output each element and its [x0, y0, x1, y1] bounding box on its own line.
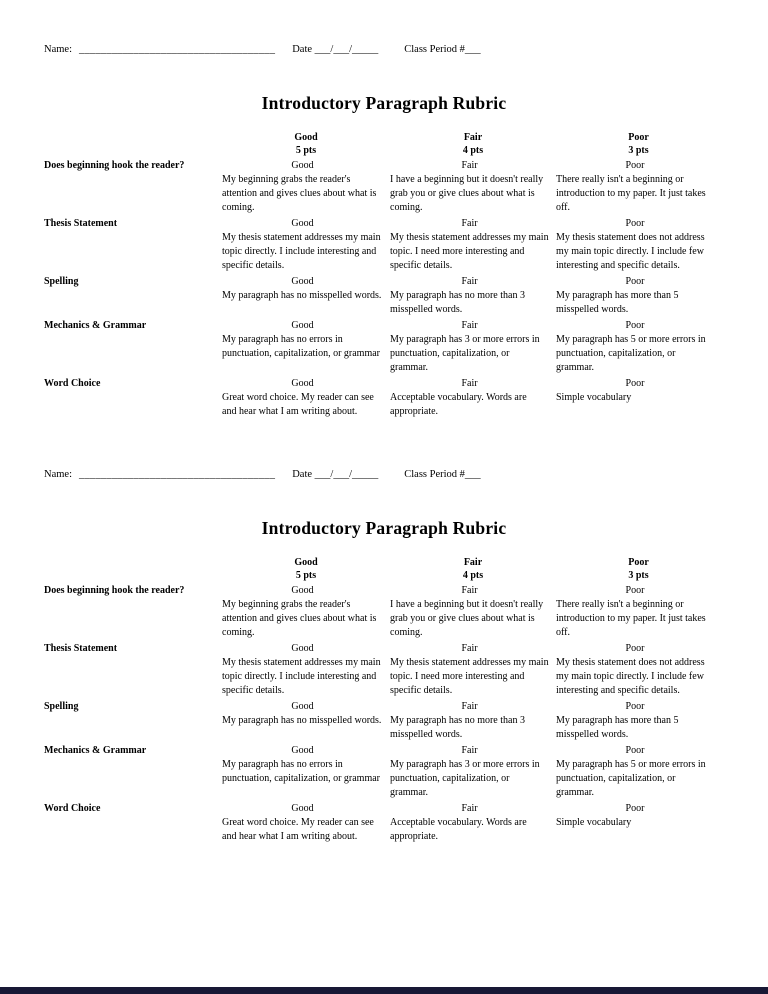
- criteria-text: Thesis Statement: [44, 218, 118, 229]
- column-header-fair: [390, 556, 556, 582]
- cell-level-good: Good: [291, 320, 314, 331]
- cell-text-good: My paragraph has no misspelled words.: [222, 290, 382, 301]
- rubric-row: [44, 802, 724, 844]
- rubric-row: [44, 319, 724, 375]
- column-pts-poor: 3 pts: [628, 145, 649, 156]
- cell-level-poor: Poor: [625, 160, 645, 171]
- cell-text-fair: My thesis statement addresses my main topic. I need more interesting and specific details.: [390, 657, 549, 696]
- cell-text-poor: Simple vocabulary: [556, 392, 632, 403]
- rubric-header-row: [44, 556, 724, 582]
- rubric-cell-poor: [556, 802, 721, 844]
- criteria-label: [44, 584, 222, 640]
- cell-text-fair: Acceptable vocabulary. Words are appropriate.: [390, 817, 527, 842]
- rubric-cell-poor: [556, 700, 721, 742]
- cell-level-good: Good: [291, 585, 314, 596]
- cell-level-good: Good: [291, 643, 314, 654]
- cell-text-poor: My paragraph has 5 or more errors in punctuation, capitalization, or grammar.: [556, 759, 706, 798]
- criteria-label: [44, 217, 222, 273]
- criteria-text: Does beginning hook the reader?: [44, 585, 185, 596]
- cell-level-poor: Poor: [625, 276, 645, 287]
- cell-text-poor: Simple vocabulary: [556, 817, 632, 828]
- column-pts-fair: 4 pts: [462, 145, 484, 156]
- cell-level-fair: Fair: [461, 276, 478, 287]
- cell-text-poor: My thesis statement does not address my main topic directly. I include few interesting and specific details.: [556, 232, 705, 271]
- cell-text-good: Great word choice. My reader can see and hear what I am writing about.: [222, 817, 374, 842]
- column-header-poor: [556, 556, 721, 582]
- cell-level-poor: Poor: [625, 378, 645, 389]
- cell-level-poor: Poor: [625, 643, 645, 654]
- criteria-label: [44, 275, 222, 317]
- criteria-label: [44, 159, 222, 215]
- column-label-fair: Fair: [463, 132, 483, 143]
- criteria-column-spacer: [44, 556, 222, 582]
- cell-level-fair: Fair: [461, 320, 478, 331]
- rubric-row: [44, 642, 724, 698]
- page-title: Introductory Paragraph Rubric: [261, 518, 507, 538]
- rubric-row: [44, 377, 724, 419]
- rubric-cell-poor: [556, 159, 721, 215]
- cell-level-fair: Fair: [461, 701, 478, 712]
- rubric-header-row: [44, 131, 724, 157]
- cell-level-good: Good: [291, 160, 314, 171]
- cell-level-fair: Fair: [461, 160, 478, 171]
- rubric-cell-good: [222, 159, 390, 215]
- name-blank-line: ____________________________________: [79, 44, 276, 55]
- cell-text-fair: My paragraph has 3 or more errors in punctuation, capitalization, or grammar.: [390, 334, 540, 373]
- rubric-section-1: [0, 0, 768, 419]
- column-pts-fair: 4 pts: [462, 570, 484, 581]
- criteria-label: [44, 319, 222, 375]
- cell-level-fair: Fair: [461, 803, 478, 814]
- cell-level-fair: Fair: [461, 745, 478, 756]
- cell-level-good: Good: [291, 745, 314, 756]
- criteria-text: Spelling: [44, 701, 79, 712]
- class-period-label: Class Period #___: [404, 469, 481, 480]
- cell-text-good: My beginning grabs the reader's attention and gives clues about what is coming.: [222, 174, 377, 213]
- cell-level-fair: Fair: [461, 378, 478, 389]
- cell-text-poor: My paragraph has more than 5 misspelled words.: [556, 715, 679, 740]
- criteria-label: [44, 700, 222, 742]
- name-date-line: [44, 469, 724, 480]
- rubric-row: [44, 744, 724, 800]
- cell-level-poor: Poor: [625, 701, 645, 712]
- rubric-cell-good: [222, 377, 390, 419]
- rubric-cell-fair: [390, 802, 556, 844]
- cell-text-fair: My paragraph has no more than 3 misspelled words.: [390, 290, 525, 315]
- column-pts-poor: 3 pts: [628, 570, 649, 581]
- column-pts-good: 5 pts: [295, 145, 317, 156]
- rubric-cell-good: [222, 275, 390, 317]
- rubric-cell-poor: [556, 275, 721, 317]
- bottom-bar: [0, 987, 768, 994]
- rubric-cell-good: [222, 319, 390, 375]
- name-blank-line: ____________________________________: [79, 469, 276, 480]
- rubric-cell-good: [222, 217, 390, 273]
- date-label: Date ___/___/_____: [292, 469, 379, 480]
- cell-level-good: Good: [291, 218, 314, 229]
- rubric-row: [44, 275, 724, 317]
- cell-level-poor: Poor: [625, 218, 645, 229]
- rubric-row: [44, 700, 724, 742]
- cell-text-fair: Acceptable vocabulary. Words are appropriate.: [390, 392, 527, 417]
- criteria-text: Mechanics & Grammar: [44, 745, 147, 756]
- cell-text-poor: There really isn't a beginning or introduction to my paper. It just takes off.: [556, 599, 706, 638]
- rubric-rows: [44, 584, 724, 844]
- date-label: Date ___/___/_____: [292, 44, 379, 55]
- name-label: Name:: [44, 44, 72, 55]
- rubric-cell-fair: [390, 377, 556, 419]
- cell-text-fair: My paragraph has no more than 3 misspelled words.: [390, 715, 525, 740]
- rubric-cell-fair: [390, 275, 556, 317]
- rubric-rows: [44, 159, 724, 419]
- cell-level-poor: Poor: [625, 745, 645, 756]
- rubric-cell-poor: [556, 217, 721, 273]
- rubric-cell-poor: [556, 642, 721, 698]
- cell-level-fair: Fair: [461, 585, 478, 596]
- criteria-text: Does beginning hook the reader?: [44, 160, 185, 171]
- column-header-good: [222, 131, 390, 157]
- cell-text-poor: My paragraph has 5 or more errors in punctuation, capitalization, or grammar.: [556, 334, 706, 373]
- cell-text-fair: I have a beginning but it doesn't really grab you or give clues about what is coming.: [390, 599, 544, 638]
- rubric-cell-fair: [390, 319, 556, 375]
- rubric-cell-fair: [390, 744, 556, 800]
- cell-level-poor: Poor: [625, 585, 645, 596]
- criteria-column-spacer: [44, 131, 222, 157]
- cell-text-good: My paragraph has no errors in punctuation, capitalization, or grammar: [222, 759, 380, 784]
- cell-text-good: My beginning grabs the reader's attention and gives clues about what is coming.: [222, 599, 377, 638]
- cell-level-fair: Fair: [461, 218, 478, 229]
- cell-text-fair: My thesis statement addresses my main topic. I need more interesting and specific details.: [390, 232, 549, 271]
- criteria-label: [44, 802, 222, 844]
- column-pts-good: 5 pts: [295, 570, 317, 581]
- rubric-cell-good: [222, 802, 390, 844]
- cell-text-poor: There really isn't a beginning or introduction to my paper. It just takes off.: [556, 174, 706, 213]
- column-label-poor: Poor: [628, 132, 649, 143]
- rubric-row: [44, 159, 724, 215]
- criteria-text: Spelling: [44, 276, 79, 287]
- criteria-label: [44, 642, 222, 698]
- column-label-good: Good: [294, 132, 318, 143]
- cell-level-good: Good: [291, 701, 314, 712]
- cell-level-good: Good: [291, 276, 314, 287]
- rubric-row: [44, 584, 724, 640]
- criteria-text: Mechanics & Grammar: [44, 320, 147, 331]
- criteria-text: Word Choice: [44, 378, 101, 389]
- rubric-cell-good: [222, 744, 390, 800]
- rubric-cell-good: [222, 642, 390, 698]
- rubric-cell-poor: [556, 744, 721, 800]
- cell-text-fair: I have a beginning but it doesn't really grab you or give clues about what is coming.: [390, 174, 544, 213]
- criteria-text: Thesis Statement: [44, 643, 118, 654]
- criteria-text: Word Choice: [44, 803, 101, 814]
- rubric-cell-good: [222, 584, 390, 640]
- column-label-poor: Poor: [628, 557, 649, 568]
- cell-text-fair: My paragraph has 3 or more errors in punctuation, capitalization, or grammar.: [390, 759, 540, 798]
- cell-level-poor: Poor: [625, 320, 645, 331]
- rubric-cell-fair: [390, 159, 556, 215]
- rubric-row: [44, 217, 724, 273]
- rubric-cell-fair: [390, 584, 556, 640]
- column-label-good: Good: [294, 557, 318, 568]
- cell-text-good: My thesis statement addresses my main topic directly. I include interesting and specific details.: [222, 232, 381, 271]
- rubric-section-2: [0, 419, 768, 844]
- cell-text-poor: My paragraph has more than 5 misspelled words.: [556, 290, 679, 315]
- column-header-good: [222, 556, 390, 582]
- name-label: Name:: [44, 469, 72, 480]
- rubric-cell-good: [222, 700, 390, 742]
- column-header-poor: [556, 131, 721, 157]
- rubric-cell-fair: [390, 217, 556, 273]
- rubric-cell-poor: [556, 377, 721, 419]
- name-date-line: [44, 44, 724, 55]
- column-header-fair: [390, 131, 556, 157]
- cell-level-good: Good: [291, 378, 314, 389]
- class-period-label: Class Period #___: [404, 44, 481, 55]
- rubric-cell-poor: [556, 319, 721, 375]
- rubric-cell-poor: [556, 584, 721, 640]
- rubric-cell-fair: [390, 642, 556, 698]
- cell-text-good: My paragraph has no misspelled words.: [222, 715, 382, 726]
- cell-level-good: Good: [291, 803, 314, 814]
- cell-level-fair: Fair: [461, 643, 478, 654]
- criteria-label: [44, 377, 222, 419]
- criteria-label: [44, 744, 222, 800]
- rubric-cell-fair: [390, 700, 556, 742]
- cell-text-good: My paragraph has no errors in punctuation, capitalization, or grammar: [222, 334, 380, 359]
- cell-text-poor: My thesis statement does not address my main topic directly. I include few interesting and specific details.: [556, 657, 705, 696]
- column-label-fair: Fair: [463, 557, 483, 568]
- cell-level-poor: Poor: [625, 803, 645, 814]
- cell-text-good: Great word choice. My reader can see and hear what I am writing about.: [222, 392, 374, 417]
- page-title: Introductory Paragraph Rubric: [261, 93, 507, 113]
- cell-text-good: My thesis statement addresses my main topic directly. I include interesting and specific details.: [222, 657, 381, 696]
